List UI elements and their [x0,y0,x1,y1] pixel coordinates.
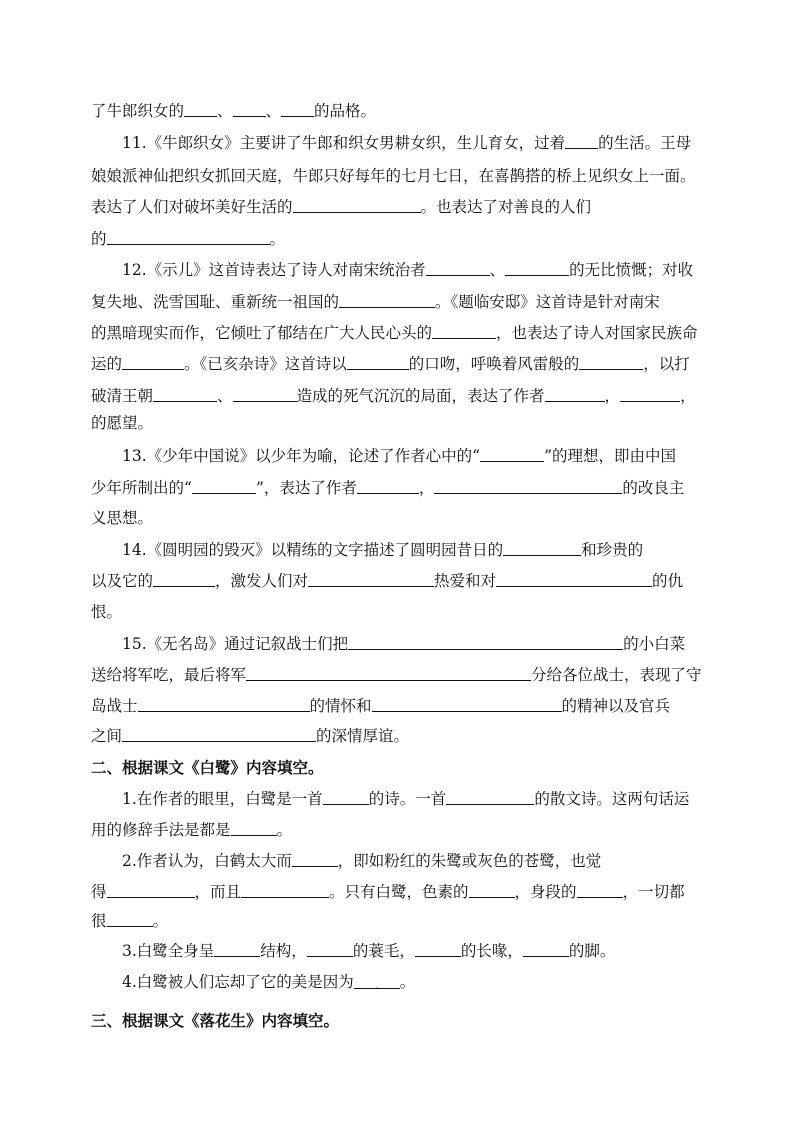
q13-line2: 少年所制出的“ ”，表达了作者 ， 的改良主 [91,479,685,497]
blank[interactable] [347,354,409,370]
q10-line: 了牛郎织女的 、 、 的品格。 [91,102,377,120]
sec2-q3-line: 3.白鹭全身呈 结构， 的蓑毛， 的长喙， 的脚。 [122,942,616,960]
blank[interactable] [348,634,623,650]
sec2-q2-line3: 很 。 [91,912,169,930]
blank[interactable] [357,478,419,494]
yellow-mark: . [375,980,379,991]
blank[interactable] [107,911,153,927]
blank[interactable] [480,446,544,462]
blank[interactable] [505,260,569,276]
q12-line5: 破清王朝 、 造成的死气沉沉的局面，表达了作者 ， ， [91,387,696,405]
q15-line4: 之间 的深情厚谊。 [91,727,410,745]
blank[interactable] [565,133,598,149]
section-heading-2: 二、根据课文《白鹭》内容填空。 [91,758,324,777]
q12-line1: 12.《示儿》这首诗表达了诗人对南宋统治者 、 的无比愤慨；对收 [122,261,694,279]
blank[interactable] [138,696,310,712]
blank[interactable] [192,478,256,494]
q13-line1: 13.《少年中国说》以少年为喻，论述了作者心中的“ ”的理想，即由中国 [122,447,677,465]
q13-line3: 义思想。 [91,509,154,527]
blank[interactable] [246,665,531,681]
blank[interactable] [293,197,421,213]
q12-line3: 的黑暗现实而作，它倾吐了郁结在广大人民心头的 ，也表达了诗人对国家民族命 [91,324,698,342]
q12-line2: 复失地、洗雪国耻、重新统一祖国的 。《题临安邸》这首诗是针对南宋 [91,293,660,311]
blank[interactable] [184,101,217,117]
blank[interactable] [426,260,490,276]
blank[interactable] [372,696,562,712]
blank[interactable] [434,478,622,494]
blank[interactable] [579,354,643,370]
blank[interactable] [233,101,266,117]
blank[interactable] [503,540,581,556]
blank[interactable] [523,941,569,957]
blank[interactable] [577,882,623,898]
sec2-q2-line2: 得 ，而且 。只有白鹭，色素的 ，身段的 ，一切都 [91,883,685,901]
blank[interactable] [241,882,329,898]
blank[interactable] [307,941,353,957]
blank[interactable] [308,571,434,587]
q11-line2: 娘娘派神仙把织女抓回天庭，牛郎只好每年的七月七日，在喜鹊搭的桥上见织女上一面。 [91,167,696,185]
blank[interactable] [153,386,217,402]
blank[interactable] [231,820,277,836]
sec2-q4-line: 4.白鹭被人们忘却了它的美是因为 . 。 [122,973,416,991]
blank[interactable] [545,386,605,402]
q12-line6: 的愿望。 [91,414,154,432]
sec2-q1-line2: 用的修辞手法是都是 。 [91,821,293,839]
q15-line2: 送给将军吃，最后将军 分给各位战士，表现了守 [91,666,702,684]
blank[interactable] [496,571,652,587]
blank[interactable] [233,386,297,402]
q14-line3: 恨。 [91,603,123,621]
q15-line3: 岛战士 的情怀和 的精神以及官兵 [91,697,671,715]
section-heading-3: 三、根据课文《落花生》内容填空。 [91,1011,340,1030]
blank[interactable] [281,101,314,117]
q11-line1: 11.《牛郎织女》主要讲了牛郎和织女男耕女织，生儿育女，过着 的生活。王母 [122,134,692,152]
sec2-q1-line1: 1.在作者的眼里，白鹭是一首 的诗。一首 的散文诗。这两句话运 [122,790,690,808]
q14-line2: 以及它的 ，激发人们对 热爱和对 的仇 [91,572,684,590]
blank[interactable] [415,941,461,957]
q11-line3: 表达了人们对破坏美好生活的 。也表达了对善良的人们 [91,198,592,216]
q14-line1: 14.《圆明园的毁灭》以精练的文字描述了圆明园昔日的 和珍贵的 [122,541,644,559]
blank[interactable] [122,354,184,370]
q12-line4: 运的 。《已亥杂诗》这首诗以 的口吻，呼唤着风雷般的 ，以打 [91,355,690,373]
blank[interactable] [339,292,435,308]
blank[interactable] [432,323,496,339]
blank[interactable] [107,229,270,245]
blank[interactable] [292,851,338,867]
q15-line1: 15.《无名岛》通过记叙战士们把 的小白菜 [122,635,686,653]
sec2-q2-line1: 2.作者认为，白鹤太大而 ，即如粉红的朱鹭或灰色的苍鹭，也觉 [122,852,602,870]
blank[interactable] [214,941,260,957]
q11-line4: 的 。 [91,230,286,248]
blank[interactable] [153,571,215,587]
blank[interactable] [122,726,316,742]
blank[interactable] [446,789,534,805]
blank[interactable] [620,386,680,402]
blank[interactable] [107,882,195,898]
blank[interactable] [354,973,400,989]
blank[interactable] [323,789,369,805]
blank[interactable] [469,882,515,898]
